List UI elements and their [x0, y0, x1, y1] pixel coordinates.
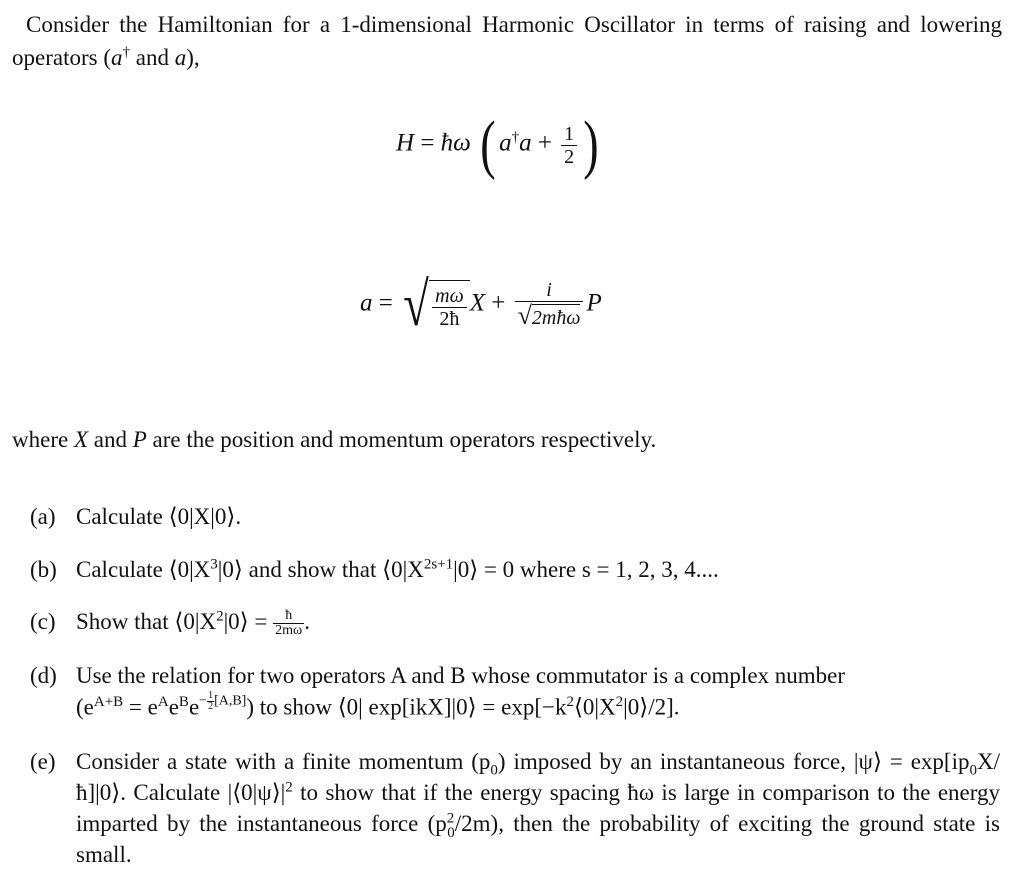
minus-sign: −	[199, 693, 208, 709]
position-symbol: X	[73, 427, 88, 452]
square-root	[399, 271, 470, 339]
raising-operator: a	[111, 45, 123, 70]
lowering-operator-equation	[360, 271, 602, 358]
a-operator: a	[360, 289, 373, 317]
text-run: Show that ⟨0|X	[76, 609, 217, 634]
superscript: 2	[216, 608, 224, 625]
question-text	[76, 660, 1000, 723]
radical-sign: √	[403, 271, 429, 339]
where-text: are the position and momentum operators respectively.	[146, 427, 657, 452]
fraction-numerator: mω	[432, 285, 467, 308]
question-text	[76, 746, 1000, 870]
superscript: 3	[210, 556, 218, 573]
fraction-denominator: 2mω	[275, 623, 303, 639]
one-half-fraction	[561, 123, 577, 168]
question-label: (a)	[30, 504, 56, 529]
text-run: to show that if the energy spacing ħω is large in comparison to the energy imparted by the instantaneous force (p	[76, 780, 1000, 836]
left-paren: (	[480, 108, 496, 181]
where-text: and	[88, 427, 133, 452]
hamiltonian-equation	[396, 108, 602, 192]
text-run: |0⟩ = 0 where s = 1, 2, 3, 4....	[453, 557, 719, 582]
subscript: 0	[490, 762, 498, 779]
text-run: |0⟩ and show that ⟨0|X	[217, 557, 424, 582]
fraction-numerator: ħ	[273, 609, 304, 624]
fraction-denominator	[515, 302, 584, 331]
plus-sign: +	[531, 129, 559, 157]
fraction-numerator: i	[515, 279, 584, 302]
superscript: 2	[285, 779, 293, 796]
text-run: = e	[123, 694, 158, 720]
text-run: |0⟩/2].	[623, 694, 680, 720]
text-run: (e	[76, 694, 94, 720]
equals-sign: =	[372, 289, 400, 317]
sqrt-fraction	[432, 285, 467, 330]
question-label: (d)	[30, 663, 57, 688]
dagger-symbol: †	[511, 129, 520, 146]
a-operator: a	[519, 129, 532, 157]
fraction-denominator: 2ħ	[439, 308, 460, 330]
plus-sign: +	[485, 289, 512, 317]
superscript: 2	[446, 810, 455, 827]
dagger-symbol: †	[122, 44, 130, 61]
intro-and: and	[130, 45, 175, 70]
fraction-denominator: 2	[564, 145, 575, 168]
text-run: Calculate ⟨0|X	[76, 557, 211, 582]
fraction-numerator: 1	[561, 123, 577, 146]
radicand: 2mħω	[532, 304, 581, 329]
momentum-coefficient	[515, 279, 584, 331]
superscript: 2	[566, 694, 574, 711]
superscript: 2	[615, 694, 624, 711]
question-label: (b)	[30, 557, 57, 582]
radical-sign: √	[517, 301, 532, 331]
question-text	[76, 554, 1000, 585]
momentum-operator: P	[586, 289, 602, 317]
text-run: e	[188, 694, 200, 720]
text-run: Consider a state with a finite momentum (p	[76, 749, 491, 774]
text-run: ⟨0|X	[573, 694, 616, 720]
superscript: 2s+1	[423, 556, 454, 573]
text-run: Use the relation for two operators A and B whose commutator is a complex number	[76, 663, 846, 688]
question-b	[30, 554, 1000, 585]
question-text: Calculate ⟨0|X|0⟩.	[76, 504, 242, 529]
question-c	[30, 606, 1000, 638]
where-paragraph	[12, 423, 1002, 456]
question-a	[30, 501, 1000, 532]
fraction-numerator: 1	[208, 690, 214, 701]
intro-close: ),	[186, 45, 200, 70]
text-run: .	[304, 609, 310, 634]
subscript: 0	[969, 762, 977, 779]
where-text: where	[12, 427, 74, 452]
question-d	[30, 660, 1000, 723]
text-run: e	[168, 694, 179, 720]
hamiltonian-symbol: H	[396, 129, 415, 157]
position-operator: X	[469, 289, 485, 317]
text-run: ) to show ⟨0| exp[ikX]|0⟩ = exp[−k	[246, 694, 567, 720]
fraction-denominator: 2	[208, 701, 214, 712]
hbar-omega: ħω	[440, 129, 471, 157]
superscript: B	[178, 694, 189, 711]
right-paren: )	[583, 108, 599, 181]
text-run: /2m), then the probability of exciting the ground state is small.	[76, 811, 1001, 867]
equals-sign: =	[414, 129, 441, 157]
subscript: 0	[447, 824, 455, 841]
superscript: A	[157, 694, 169, 711]
text-run: X/ħ]|0⟩. Calculate |⟨0|ψ⟩|	[76, 749, 1000, 805]
exponent-fraction	[199, 691, 246, 712]
superscript: A+B	[93, 694, 124, 711]
text-run: ) imposed by an instantaneous force, |ψ⟩ = exp[ip	[497, 749, 970, 774]
momentum-symbol: P	[132, 427, 147, 452]
a-operator: a	[499, 129, 512, 157]
commutator: [A,B]	[214, 693, 247, 709]
question-label: (c)	[30, 609, 56, 634]
text-run: |0⟩ =	[223, 609, 274, 634]
intro-paragraph	[12, 8, 1002, 74]
question-e	[30, 746, 1000, 870]
hbar-over-2momega	[273, 609, 304, 638]
question-label: (e)	[30, 749, 56, 774]
lowering-operator: a	[174, 45, 187, 70]
intro-text: Consider the Hamiltonian for a 1-dimensional Harmonic Oscillator in terms of raising and lowering operators (	[12, 12, 1002, 70]
question-text	[76, 606, 1000, 638]
